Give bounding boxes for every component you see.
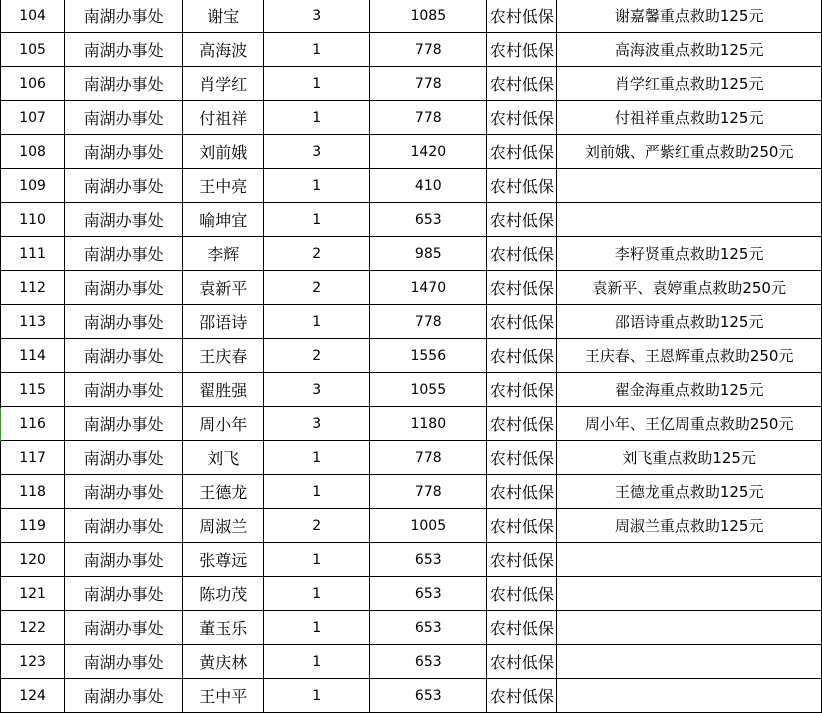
cell-amount[interactable]: 778 [370, 33, 487, 67]
table-row [1, 441, 822, 475]
cell-amount[interactable]: 1055 [370, 373, 487, 407]
cell-amount[interactable]: 410 [370, 169, 487, 203]
cell-note[interactable]: 王德龙重点救助125元 [557, 475, 822, 509]
cell-household-head[interactable]: 黄庆林 [183, 645, 264, 679]
cell-row-number[interactable]: 121 [1, 577, 65, 611]
cell-office[interactable]: 南湖办事处 [65, 577, 183, 611]
cell-amount[interactable]: 778 [370, 67, 487, 101]
cell-household-head[interactable]: 李辉 [183, 237, 264, 271]
cell-note[interactable]: 付祖祥重点救助125元 [557, 101, 822, 135]
cell-assistance-type[interactable]: 农村低保 [487, 543, 557, 577]
cell-note[interactable]: 翟金海重点救助125元 [557, 373, 822, 407]
cell-note[interactable] [557, 645, 822, 679]
cell-household-size[interactable]: 1 [264, 543, 370, 577]
table-row [1, 271, 822, 305]
cell-row-number[interactable]: 110 [1, 203, 65, 237]
table-row [1, 67, 822, 101]
table-row [1, 577, 822, 611]
cell-note[interactable]: 刘飞重点救助125元 [557, 441, 822, 475]
cell-amount[interactable]: 1085 [370, 0, 487, 33]
table-row [1, 203, 822, 237]
cell-household-head[interactable]: 陈功茂 [183, 577, 264, 611]
cell-household-head[interactable]: 喻坤宜 [183, 203, 264, 237]
cell-note[interactable]: 李籽贤重点救助125元 [557, 237, 822, 271]
cell-row-number[interactable]: 118 [1, 475, 65, 509]
cell-office[interactable]: 南湖办事处 [65, 407, 183, 441]
cell-assistance-type[interactable]: 农村低保 [487, 33, 557, 67]
table-row [1, 475, 822, 509]
cell-row-number[interactable]: 116 [1, 407, 65, 441]
table-row [1, 611, 822, 645]
cell-office[interactable]: 南湖办事处 [65, 475, 183, 509]
cell-note[interactable]: 谢嘉馨重点救助125元 [557, 0, 822, 33]
cell-assistance-type[interactable]: 农村低保 [487, 101, 557, 135]
cell-assistance-type[interactable]: 农村低保 [487, 203, 557, 237]
cell-row-number[interactable]: 104 [1, 0, 65, 33]
cell-assistance-type[interactable]: 农村低保 [487, 373, 557, 407]
cell-assistance-type[interactable]: 农村低保 [487, 475, 557, 509]
cell-assistance-type[interactable]: 农村低保 [487, 67, 557, 101]
table-body [1, 0, 822, 713]
table-row [1, 509, 822, 543]
cell-assistance-type[interactable]: 农村低保 [487, 441, 557, 475]
cell-household-size[interactable]: 1 [264, 475, 370, 509]
cell-row-number[interactable]: 108 [1, 135, 65, 169]
cell-household-head[interactable]: 周小年 [183, 407, 264, 441]
cell-household-size[interactable]: 1 [264, 679, 370, 713]
cell-note[interactable]: 王庆春、王恩辉重点救助250元 [557, 339, 822, 373]
cell-household-head[interactable]: 周淑兰 [183, 509, 264, 543]
table-row [1, 0, 822, 33]
cell-note[interactable] [557, 203, 822, 237]
cell-assistance-type[interactable]: 农村低保 [487, 237, 557, 271]
cell-household-head[interactable]: 翟胜强 [183, 373, 264, 407]
cell-row-number[interactable]: 106 [1, 67, 65, 101]
cell-row-number[interactable]: 117 [1, 441, 65, 475]
cell-assistance-type[interactable]: 农村低保 [487, 305, 557, 339]
cell-amount[interactable]: 1180 [370, 407, 487, 441]
cell-household-head[interactable]: 付祖祥 [183, 101, 264, 135]
cell-note[interactable] [557, 169, 822, 203]
table-row [1, 305, 822, 339]
cell-amount[interactable]: 653 [370, 679, 487, 713]
table-row [1, 543, 822, 577]
cell-office[interactable]: 南湖办事处 [65, 135, 183, 169]
cell-household-size[interactable]: 2 [264, 271, 370, 305]
cell-office[interactable]: 南湖办事处 [65, 67, 183, 101]
cell-amount[interactable]: 1005 [370, 509, 487, 543]
cell-amount[interactable]: 653 [370, 543, 487, 577]
cell-office[interactable]: 南湖办事处 [65, 339, 183, 373]
cell-note[interactable]: 周小年、王亿周重点救助250元 [557, 407, 822, 441]
cell-household-head[interactable]: 刘飞 [183, 441, 264, 475]
cell-household-head[interactable]: 王中平 [183, 679, 264, 713]
table-row [1, 407, 822, 441]
cell-amount[interactable]: 778 [370, 305, 487, 339]
cell-household-head[interactable]: 张尊远 [183, 543, 264, 577]
table-row [1, 679, 822, 713]
cell-amount[interactable]: 985 [370, 237, 487, 271]
cell-row-number[interactable]: 107 [1, 101, 65, 135]
cell-note[interactable]: 袁新平、袁婷重点救助250元 [557, 271, 822, 305]
cell-office[interactable]: 南湖办事处 [65, 441, 183, 475]
cell-assistance-type[interactable]: 农村低保 [487, 0, 557, 33]
cell-assistance-type[interactable]: 农村低保 [487, 339, 557, 373]
cell-note[interactable] [557, 577, 822, 611]
cell-note[interactable] [557, 611, 822, 645]
cell-note[interactable]: 肖学红重点救助125元 [557, 67, 822, 101]
cell-office[interactable]: 南湖办事处 [65, 305, 183, 339]
cell-assistance-type[interactable]: 农村低保 [487, 577, 557, 611]
cell-household-head[interactable]: 高海波 [183, 33, 264, 67]
cell-household-head[interactable]: 袁新平 [183, 271, 264, 305]
cell-household-size[interactable]: 2 [264, 339, 370, 373]
cell-household-size[interactable]: 3 [264, 135, 370, 169]
cell-note[interactable]: 刘前娥、严紫红重点救助250元 [557, 135, 822, 169]
table-row [1, 33, 822, 67]
cell-household-head[interactable]: 刘前娥 [183, 135, 264, 169]
table-row [1, 169, 822, 203]
cell-note[interactable] [557, 543, 822, 577]
cell-note[interactable]: 高海波重点救助125元 [557, 33, 822, 67]
cell-row-number[interactable]: 119 [1, 509, 65, 543]
cell-household-head[interactable]: 王庆春 [183, 339, 264, 373]
cell-amount[interactable]: 1420 [370, 135, 487, 169]
cell-household-head[interactable]: 王德龙 [183, 475, 264, 509]
cell-office[interactable]: 南湖办事处 [65, 271, 183, 305]
cell-household-size[interactable]: 1 [264, 577, 370, 611]
cell-office[interactable]: 南湖办事处 [65, 509, 183, 543]
table-row [1, 237, 822, 271]
cell-assistance-type[interactable]: 农村低保 [487, 169, 557, 203]
cell-row-number[interactable]: 123 [1, 645, 65, 679]
cell-office[interactable]: 南湖办事处 [65, 101, 183, 135]
cell-office[interactable]: 南湖办事处 [65, 679, 183, 713]
cell-row-number[interactable]: 113 [1, 305, 65, 339]
cell-note[interactable]: 周淑兰重点救助125元 [557, 509, 822, 543]
cell-household-size[interactable]: 2 [264, 509, 370, 543]
cell-household-head[interactable]: 王中亮 [183, 169, 264, 203]
cell-row-number[interactable]: 112 [1, 271, 65, 305]
cell-amount[interactable]: 653 [370, 611, 487, 645]
cell-assistance-type[interactable]: 农村低保 [487, 407, 557, 441]
cell-row-number[interactable]: 109 [1, 169, 65, 203]
cell-household-size[interactable]: 1 [264, 169, 370, 203]
cell-note[interactable]: 邵语诗重点救助125元 [557, 305, 822, 339]
cell-row-number[interactable]: 105 [1, 33, 65, 67]
table-row [1, 373, 822, 407]
cell-household-size[interactable]: 1 [264, 101, 370, 135]
cell-household-size[interactable]: 1 [264, 305, 370, 339]
cell-household-size[interactable]: 1 [264, 441, 370, 475]
cell-office[interactable]: 南湖办事处 [65, 645, 183, 679]
cell-office[interactable]: 南湖办事处 [65, 237, 183, 271]
cell-household-size[interactable]: 3 [264, 0, 370, 33]
cell-office[interactable]: 南湖办事处 [65, 0, 183, 33]
table-row [1, 135, 822, 169]
cell-assistance-type[interactable]: 农村低保 [487, 135, 557, 169]
cell-amount[interactable]: 1556 [370, 339, 487, 373]
cell-amount[interactable]: 778 [370, 475, 487, 509]
cell-assistance-type[interactable]: 农村低保 [487, 271, 557, 305]
cell-household-size[interactable]: 3 [264, 373, 370, 407]
table-row [1, 339, 822, 373]
table-row [1, 101, 822, 135]
cell-household-size[interactable]: 1 [264, 67, 370, 101]
cell-office[interactable]: 南湖办事处 [65, 373, 183, 407]
cell-amount[interactable]: 778 [370, 441, 487, 475]
cell-household-size[interactable]: 1 [264, 645, 370, 679]
cell-row-number[interactable]: 122 [1, 611, 65, 645]
cell-household-size[interactable]: 1 [264, 611, 370, 645]
cell-row-number[interactable]: 115 [1, 373, 65, 407]
cell-household-head[interactable]: 董玉乐 [183, 611, 264, 645]
cell-household-head[interactable]: 肖学红 [183, 67, 264, 101]
row-selection-marker [0, 408, 1, 441]
cell-amount[interactable]: 1470 [370, 271, 487, 305]
cell-household-size[interactable]: 2 [264, 237, 370, 271]
cell-assistance-type[interactable]: 农村低保 [487, 645, 557, 679]
cell-office[interactable]: 南湖办事处 [65, 169, 183, 203]
cell-assistance-type[interactable]: 农村低保 [487, 611, 557, 645]
cell-amount[interactable]: 778 [370, 101, 487, 135]
cell-household-size[interactable]: 1 [264, 33, 370, 67]
cell-row-number[interactable]: 124 [1, 679, 65, 713]
cell-row-number[interactable]: 114 [1, 339, 65, 373]
cell-household-head[interactable]: 谢宝 [183, 0, 264, 33]
cell-household-size[interactable]: 3 [264, 407, 370, 441]
cell-office[interactable]: 南湖办事处 [65, 33, 183, 67]
cell-row-number[interactable]: 111 [1, 237, 65, 271]
cell-office[interactable]: 南湖办事处 [65, 203, 183, 237]
cell-row-number[interactable]: 120 [1, 543, 65, 577]
cell-amount[interactable]: 653 [370, 203, 487, 237]
cell-office[interactable]: 南湖办事处 [65, 543, 183, 577]
cell-office[interactable]: 南湖办事处 [65, 611, 183, 645]
cell-note[interactable] [557, 679, 822, 713]
table-row [1, 645, 822, 679]
cell-assistance-type[interactable]: 农村低保 [487, 509, 557, 543]
cell-amount[interactable]: 653 [370, 577, 487, 611]
cell-amount[interactable]: 653 [370, 645, 487, 679]
cell-assistance-type[interactable]: 农村低保 [487, 679, 557, 713]
cell-household-size[interactable]: 1 [264, 203, 370, 237]
cell-household-head[interactable]: 邵语诗 [183, 305, 264, 339]
